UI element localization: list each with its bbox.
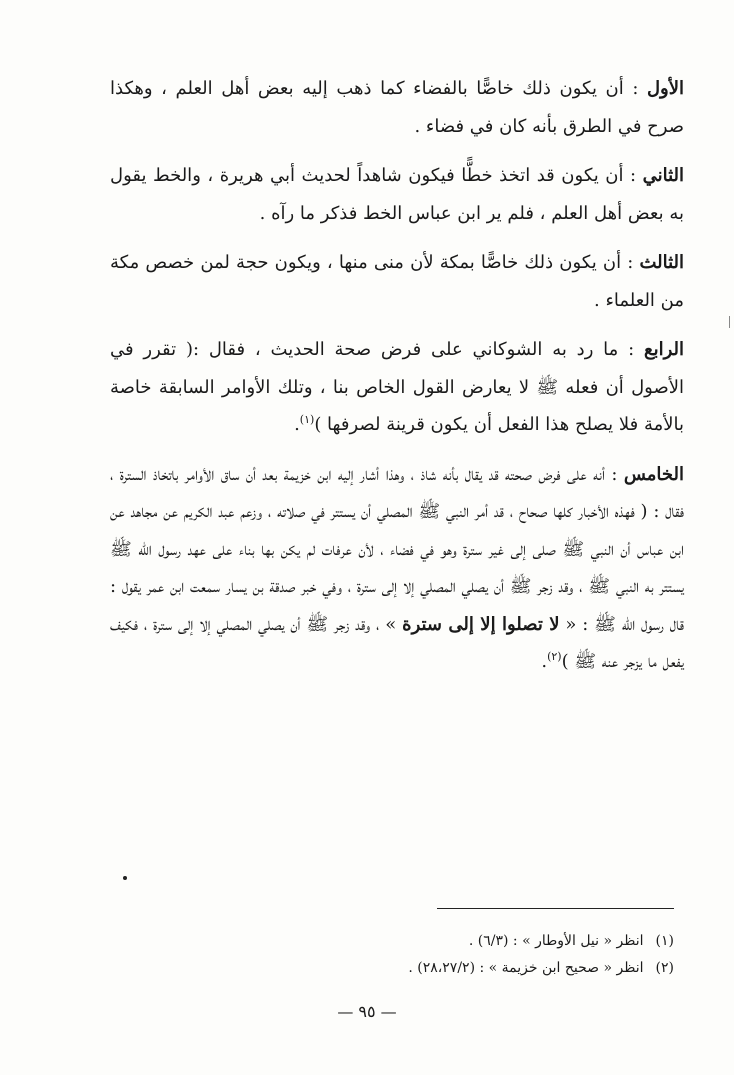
footnote-divider [437,908,674,909]
paragraph-fifth [110,456,684,681]
paragraph-text: : أنه على فرض صحته قد يقال بأنه شاذ ، وهذا أشار إليه ابن خزيمة بعد أن ساق الأوامر باتخاذ السترة ، فقال : ( فهذه الأخبار كلها صحاح ، قد أمر النبي ﷺ المصلي أن يستتر في صلاته ، وزعم عبد الكريم عن مجاهد عن ابن عباس أن النبي ﷺ صلى إلى غير سترة وهو في فضاء ، لأن عرفات لم يكن بها بناء على عهد رسول الله ﷺ يستتر به النبي ﷺ ، وقد زجر ﷺ أن يصلي المصلي إلا إلى سترة ، وفي خبر صدقة بن يسار سمعت ابن عمر يقول : قال رسول الله ﷺ : « [110,463,685,635]
paragraph-text: : ما رد به الشوكاني على فرض صحة الحديث ، فقال :( تقرر في الأصول أن فعله ﷺ لا يعارض القول الخاص بنا ، وتلك الأوامر السابقة خاصة بالأمة فلا يصلح هذا الفعل أن يكون قرينة لصرفها ) [110,339,684,435]
paragraph-first [110,70,684,145]
margin-mark [729,316,730,328]
footnote-text: انظر « نيل الأوطار » : (٦/٣) . [468,933,644,949]
footnote-ref[interactable]: (١) [299,413,315,426]
footnote-item [300,955,674,982]
paragraph-lead: الثالث [639,252,684,273]
paragraph-text: : أن يكون ذلك خاصًّا بالفضاء كما ذهب إليه بعض أهل العلم ، وهكذا صرح في الطرق بأنه كان في فضاء . [110,78,684,137]
paragraph-fourth: الرابع : ما رد به الشوكاني على فرض صحة الحديث ، فقال :( تقرر في الأصول أن فعله ﷺ لا يعارض القول الخاص بنا ، وتلك الأوامر السابقة خاصة بالأمة فلا يصلح هذا الفعل أن يكون قرينة لصرفها )$^{(١)}$. [110,339,684,435]
footnote-ref[interactable]: (٢) [547,650,562,663]
stray-dot [123,876,127,880]
paragraph-end: . [541,651,548,672]
page-body [110,70,684,693]
paragraph-text: : أن يكون قد اتخذ خطًّا فيكون شاهداً لحديث أبي هريرة ، والخط يقول به بعض أهل العلم ، فلم ير ابن عباس الخط فذكر ما رآه . [110,165,684,224]
paragraph-lead: الثاني [642,165,684,186]
paragraph-lead: الرابع [643,339,684,360]
paragraph-second [110,157,684,232]
footnote-text: انظر « صحيح ابن خزيمة » : (٢٨،٢٧/٢) . [408,960,644,976]
footnote-number: (٢) [655,960,674,976]
paragraph-text: : أن يكون ذلك خاصًّا بمكة لأن منى منها ، ويكون حجة لمن خصص مكة من العلماء . [110,252,684,311]
footnotes [300,928,674,982]
paragraph-third [110,244,684,319]
paragraph-text-continued: » ، وقد زجر ﷺ أن يصلي المصلي إلا إلى سترة ، فكيف يفعل ما يزجر عنه ﷺ ) [110,613,684,672]
page-number: — ٩٥ — [337,1002,397,1021]
hadith-quote: لا تصلوا إلا إلى سترة [402,613,560,635]
paragraph-lead: الخامس [623,463,684,485]
paragraph-lead: الأول [646,78,684,99]
footnote-number: (١) [655,933,674,949]
footnote-item [300,928,674,955]
